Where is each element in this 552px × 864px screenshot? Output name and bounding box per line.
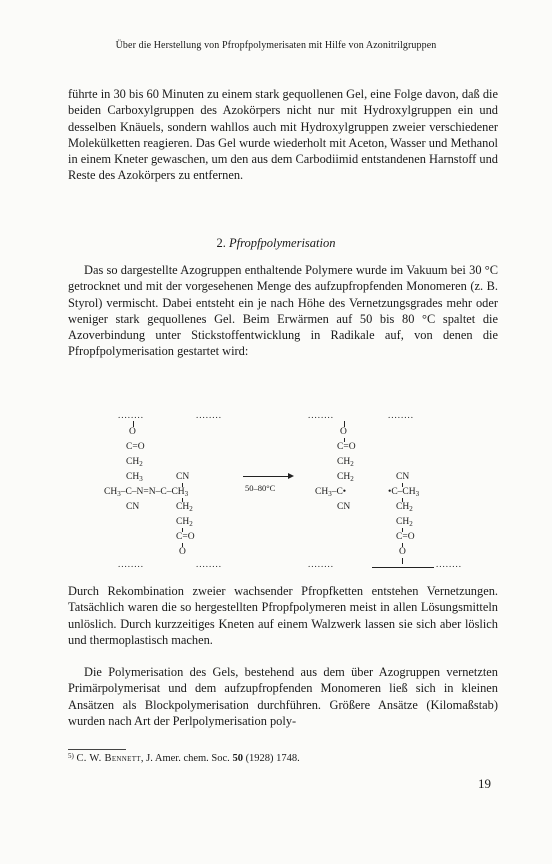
page-number: 19 <box>478 776 491 791</box>
section-number: 2. <box>216 236 226 250</box>
right-cn-left-bottom: CN <box>337 502 351 512</box>
footnote-rest: (1928) 1748. <box>245 753 300 764</box>
polymer-chain-dots: ........ <box>308 410 334 420</box>
polymer-chain-dots: ........ <box>196 559 222 569</box>
paragraph-4: Die Polymerisation des Gels, bestehend aus dem über Azogruppen vernetzten Primärpolymerisat und dem aufzupfropfenden Monomeren ließ sich in kleinen Ansätzen als Blockpolymerisation durchführen. Größere Ansätze (Kilomaßstab) wurden nach Art der Perlpolymerisation poly- <box>68 665 498 728</box>
polymer-chain-dots: ........ <box>118 559 144 569</box>
running-head: Über die Herstellung von Pfropfpolymerisaten mit Hilfe von Azonitrilgruppen <box>115 40 437 51</box>
polymer-chain-line <box>372 567 434 568</box>
left-ch2-bottom-a: $CH_2$ <box>176 502 193 513</box>
left-co-bottom: C=O <box>176 532 195 542</box>
reaction-arrow <box>243 476 289 477</box>
left-cn-right-top: CN <box>176 472 190 482</box>
paragraph-2: Das so dargestellte Azogruppen enthaltende Polymere wurde im Vakuum bei 30 °C getrocknet und mit der vorgesehenen Menge des aufzupfropfenden Monomeren (z. B. Styrol) vermischt. Dabei entsteht ein je nach Höhe des Vernetzungsgrades mehr oder weniger stark gequollenes Gel. Beim Erwärmen auf 50 bis 80 °C spaltet die Azoverbindung unter Stickstoffentwicklung in Radikale auf, von denen die Pfropfpolymerisation gestartet wird: <box>68 263 498 359</box>
reaction-condition: 50–80°C <box>245 483 276 493</box>
footnote-journal: , J. Amer. chem. Soc. <box>140 753 230 764</box>
footnote-rule <box>68 749 126 750</box>
footnote <box>68 752 498 764</box>
right-radical-left: $CH_3-C•$ <box>315 487 347 498</box>
right-o-bottom: O <box>399 547 406 557</box>
right-ch2-top-a: $CH_2$ <box>337 457 354 468</box>
right-co-top: C=O <box>337 442 356 452</box>
arrowhead-icon <box>288 473 294 479</box>
right-o-top: O <box>340 427 347 437</box>
right-radical-right: $•C-CH_3$ <box>388 487 420 498</box>
left-ch2-bottom-b: $CH_2$ <box>176 517 193 528</box>
right-ch2-top-b: $CH_2$ <box>337 472 354 483</box>
paragraph-3: Durch Rekombination zweier wachsender Pfropfketten entstehen Vernetzungen. Tatsächlich waren die so hergestellten Pfropfpolymeren meist in allen Lösungsmitteln unlöslich. Durch kurzzeitiges Kneten auf einem Walzwerk lassen sie sich aber löslich und thermoplastisch machen. <box>68 584 498 647</box>
left-main-chain: $CH_3-C-N=N-C-CH_3$ <box>104 487 189 498</box>
left-co-top: C=O <box>126 442 145 452</box>
footnote-marker: 5) <box>68 752 74 760</box>
paragraph-1: führte in 30 bis 60 Minuten zu einem stark gequollenen Gel, eine Folge davon, daß die beiden Carboxylgruppen des Azokörpers nicht nur mit Hydroxylgruppen ein und desselben Knäuels, sondern wahllos auch mit Hydroxylgruppen zweier verschiedener Molekülketten reagieren. Das Gel wurde wiederholt mit Aceton, Wasser und Methanol in einem Kneter gewaschen, um den aus dem Carbodiimid entstandenen Harnstoff und Reste des Azokörpers zu entfernen. <box>68 87 498 183</box>
section-heading <box>0 236 552 251</box>
polymer-chain-dots: ........ <box>118 410 144 420</box>
polymer-chain-dots: ........ <box>436 559 462 569</box>
footnote-author: C. W. Bennett <box>76 753 141 764</box>
left-cn-left-bottom: CN <box>126 502 140 512</box>
right-ch2-bottom-b: $CH_2$ <box>396 517 413 528</box>
polymer-chain-dots: ........ <box>388 410 414 420</box>
polymer-chain-dots: ........ <box>196 410 222 420</box>
left-ch2-top: $CH_2$ <box>126 457 143 468</box>
left-o-bottom: O <box>179 547 186 557</box>
footnote-volume: 50 <box>232 753 243 764</box>
section-title: Pfropfpolymerisation <box>229 236 336 250</box>
polymer-chain-dots: ........ <box>308 559 334 569</box>
left-o-top: O <box>129 427 136 437</box>
right-cn-top-right: CN <box>396 472 410 482</box>
right-ch2-bottom-a: $CH_2$ <box>396 502 413 513</box>
left-ch3-top: $CH_3$ <box>126 472 143 483</box>
right-co-bottom: C=O <box>396 532 415 542</box>
